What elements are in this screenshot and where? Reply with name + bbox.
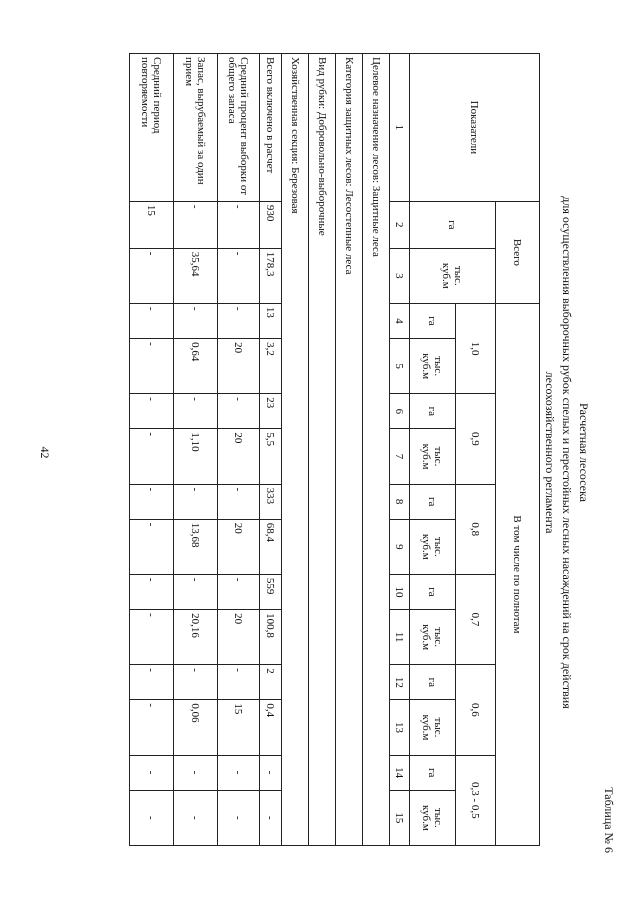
unit-ha: га (410, 303, 456, 338)
table-cell: - (174, 394, 218, 429)
title-line-3: лесохозяйственного регламента (543, 371, 557, 534)
header-by-density: В том числе по полнотам (496, 303, 540, 845)
table-cell: - (260, 790, 282, 845)
table-cell: 20 (218, 610, 260, 665)
table-cell: 178,3 (260, 248, 282, 303)
column-number: 1 (390, 54, 410, 202)
table-cell: 15 (218, 700, 260, 755)
header-density-2: 0,9 (456, 394, 496, 484)
header-density-4: 0,7 (456, 574, 496, 664)
table-cell: - (218, 484, 260, 519)
table-cell: - (130, 303, 174, 338)
column-number: 15 (390, 790, 410, 845)
table-cell: - (218, 665, 260, 700)
header-density-1: 1,0 (456, 303, 496, 393)
section-cut-type: Вид рубки: Добровольно-выборочные (309, 54, 336, 846)
table-cell: 2 (260, 665, 282, 700)
table-cell: - (174, 303, 218, 338)
unit-vol: тыс. куб.м (410, 790, 456, 845)
title-line-1: Расчетная лесосека (577, 403, 591, 502)
table-cell: - (130, 755, 174, 790)
table-cell: - (130, 700, 174, 755)
table-cell: - (218, 755, 260, 790)
unit-ha: га (410, 755, 456, 790)
table-cell: 23 (260, 394, 282, 429)
table-cell: - (218, 394, 260, 429)
table-cell: - (174, 484, 218, 519)
column-number: 10 (390, 574, 410, 609)
table-cell: 0,06 (174, 700, 218, 755)
table-cell: - (174, 790, 218, 845)
unit-ha: га (410, 484, 456, 519)
header-density-6: 0,3 - 0,5 (456, 755, 496, 845)
column-number: 5 (390, 339, 410, 394)
column-number: 6 (390, 394, 410, 429)
table-cell: 20 (218, 429, 260, 484)
table-cell: 35,64 (174, 248, 218, 303)
header-indicators: Показатели (410, 54, 540, 202)
section-category: Категория защитных лесов: Лесостепные леса (336, 54, 363, 846)
unit-ha: га (410, 574, 456, 609)
unit-ha: га (410, 394, 456, 429)
header-density-5: 0,6 (456, 665, 496, 755)
column-number: 12 (390, 665, 410, 700)
table-cell: - (218, 574, 260, 609)
header-total-vol: тыс. куб.м (410, 248, 496, 303)
table-cell: 3,2 (260, 339, 282, 394)
table-cell: 68,4 (260, 519, 282, 574)
page-number: 42 (38, 446, 52, 459)
unit-vol: тыс. куб.м (410, 700, 456, 755)
table-cell: - (130, 248, 174, 303)
column-number: 2 (390, 201, 410, 248)
unit-vol: тыс. куб.м (410, 610, 456, 665)
unit-vol: тыс. куб.м (410, 519, 456, 574)
table-cell: 100,8 (260, 610, 282, 665)
row-label: Всего включено в расчет (260, 54, 282, 202)
table-cell: - (174, 665, 218, 700)
table-label: Таблица № 6 (602, 787, 616, 853)
column-number: 8 (390, 484, 410, 519)
table-cell: 1,10 (174, 429, 218, 484)
table-cell: 0,64 (174, 339, 218, 394)
table-cell: 20,16 (174, 610, 218, 665)
section-purpose: Целевое назначение лесов: Защитные леса (363, 54, 390, 846)
table-cell: 333 (260, 484, 282, 519)
table-cell: - (174, 201, 218, 248)
table-cell: 15 (130, 201, 174, 248)
table-cell: - (130, 610, 174, 665)
table-cell: - (218, 303, 260, 338)
column-number: 14 (390, 755, 410, 790)
table-cell: - (130, 429, 174, 484)
table-cell: - (130, 790, 174, 845)
row-label: Средний период повторяемости (130, 54, 174, 202)
table-cell: 20 (218, 339, 260, 394)
table-cell: 559 (260, 574, 282, 609)
column-number: 7 (390, 429, 410, 484)
header-total: Всего (496, 201, 540, 303)
page-number-wrap (38, 0, 640, 905)
section-economic: Хозяйственная секция: Березовая (282, 54, 309, 846)
column-number: 9 (390, 519, 410, 574)
table-cell: 5,5 (260, 429, 282, 484)
unit-ha: га (410, 665, 456, 700)
table-cell: - (130, 574, 174, 609)
table-cell: - (130, 339, 174, 394)
table-cell: - (130, 394, 174, 429)
table-cell: - (218, 201, 260, 248)
column-number: 4 (390, 303, 410, 338)
table-cell: 930 (260, 201, 282, 248)
table-cell: - (260, 755, 282, 790)
title-line-2: для осуществления выборочных рубок спелых и перестойных лесных насаждений на срок действия (560, 196, 574, 709)
column-number: 11 (390, 610, 410, 665)
table-cell: 13 (260, 303, 282, 338)
table-cell: - (174, 755, 218, 790)
table-cell: - (130, 665, 174, 700)
table-cell: - (130, 519, 174, 574)
unit-vol: тыс. куб.м (410, 429, 456, 484)
header-total-ha: га (410, 201, 496, 248)
table-cell: - (218, 248, 260, 303)
header-density-3: 0,8 (456, 484, 496, 574)
table-cell: 13,68 (174, 519, 218, 574)
table-cell: 20 (218, 519, 260, 574)
unit-vol: тыс. куб.м (410, 339, 456, 394)
table-cell: - (218, 790, 260, 845)
column-number: 3 (390, 248, 410, 303)
table-cell: - (174, 574, 218, 609)
column-number: 13 (390, 700, 410, 755)
table-cell: - (130, 484, 174, 519)
row-label: Запас, вырубаемый за один прием (174, 54, 218, 202)
table-cell: 0,4 (260, 700, 282, 755)
row-label: Средний процент выборки от общего запаса (218, 54, 260, 202)
